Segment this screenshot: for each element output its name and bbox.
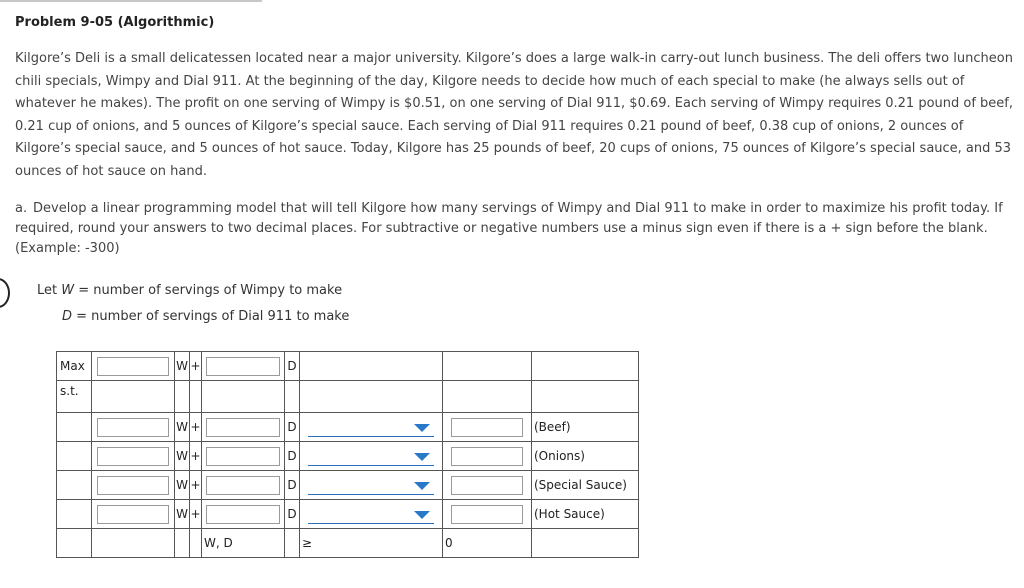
plus-label: +: [190, 413, 202, 442]
special-sauce-coef-d-input[interactable]: [206, 476, 280, 495]
onions-coef-d-input[interactable]: [206, 447, 280, 466]
part-a-instructions: [15, 199, 1015, 259]
var-w: W: [61, 283, 75, 298]
d-definition-text: = number of servings of Dial 911 to make: [76, 309, 350, 324]
special-sauce-constraint-label: (Special Sauce): [532, 471, 639, 500]
d-label: D: [285, 471, 300, 500]
constraint-row-special-sauce: [57, 471, 639, 500]
special-sauce-relation-select[interactable]: [308, 475, 434, 495]
st-row: [57, 381, 639, 413]
d-label: D: [285, 352, 300, 381]
onions-rhs-input[interactable]: [451, 447, 523, 466]
question-marker-icon: [0, 278, 10, 308]
nonneg-relation: ≥: [300, 529, 443, 558]
constraint-row-hot-sauce: [57, 500, 639, 529]
nonnegativity-row: [57, 529, 639, 558]
plus-label: +: [190, 352, 202, 381]
let-label: Let: [37, 283, 58, 298]
empty-cell: [300, 352, 443, 381]
objective-coef-w-input[interactable]: [97, 357, 169, 376]
w-label: W: [175, 500, 190, 529]
part-a-text: Develop a linear programming model that will tell Kilgore how many servings of Wimpy and Dial 911 to make in order to maximize his profit today. If required, round your answers to two decimal places. For subtractive or negative numbers use a minus sign even if there is a + sign before the blank. (Example: -300): [15, 201, 1003, 256]
nonneg-vars: W, D: [202, 529, 285, 558]
dropdown-caret-icon: [414, 424, 430, 432]
dropdown-caret-icon: [414, 453, 430, 461]
plus-label: +: [190, 442, 202, 471]
special-sauce-coef-w-input[interactable]: [97, 476, 169, 495]
beef-constraint-label: (Beef): [532, 413, 639, 442]
problem-title: Problem 9-05 (Algorithmic): [15, 15, 215, 30]
w-label: W: [175, 442, 190, 471]
lp-model-table: [56, 351, 639, 558]
definition-w: [37, 283, 342, 298]
w-label: W: [175, 471, 190, 500]
special-sauce-rhs-input[interactable]: [451, 476, 523, 495]
max-label: Max: [57, 352, 92, 381]
constraint-row-beef: [57, 413, 639, 442]
d-label: D: [285, 442, 300, 471]
dropdown-caret-icon: [414, 482, 430, 490]
objective-row: [57, 352, 639, 381]
st-label: s.t.: [57, 381, 92, 413]
constraint-row-onions: [57, 442, 639, 471]
objective-coef-d-input[interactable]: [206, 357, 280, 376]
nonneg-rhs: 0: [443, 529, 532, 558]
hot-sauce-constraint-label: (Hot Sauce): [532, 500, 639, 529]
hot-sauce-rhs-input[interactable]: [451, 505, 523, 524]
problem-description: Kilgore’s Deli is a small delicatessen located near a major university. Kilgore’s does a large walk-in carry-out lunch business. The deli offers two luncheon chili specials, Wimpy and Dial 911. At the beginning of the day, Kilgore needs to decide how much of each special to make (he always sells out of whatever he makes). The profit on one serving of Wimpy is $0.51, on one serving of Dial 911, $0.69. Each serving of Wimpy requires 0.21 pound of beef, 0.21 cup of onions, and 5 ounces of Kilgore’s special sauce. Each serving of Dial 911 requires 0.21 pound of beef, 0.38 cup of onions, 2 ounces of Kilgore’s special sauce, and 5 ounces of hot sauce. Today, Kilgore has 25 pounds of beef, 20 cups of onions, 75 ounces of Kilgore’s special sauce, and 53 ounces of hot sauce on hand.: [15, 51, 1014, 179]
d-label: D: [285, 500, 300, 529]
w-label: W: [175, 352, 190, 381]
w-label: W: [175, 413, 190, 442]
beef-rhs-input[interactable]: [451, 418, 523, 437]
onions-coef-w-input[interactable]: [97, 447, 169, 466]
definition-d: [62, 309, 349, 324]
beef-coef-d-input[interactable]: [206, 418, 280, 437]
hot-sauce-coef-w-input[interactable]: [97, 505, 169, 524]
var-d: D: [62, 309, 73, 324]
w-definition-text: = number of servings of Wimpy to make: [78, 283, 343, 298]
onions-constraint-label: (Onions): [532, 442, 639, 471]
empty-cell: [532, 352, 639, 381]
top-divider: [0, 0, 262, 2]
onions-relation-select[interactable]: [308, 446, 434, 466]
beef-relation-select[interactable]: [308, 417, 434, 437]
d-label: D: [285, 413, 300, 442]
part-a-label: a.: [15, 201, 28, 216]
dropdown-caret-icon: [414, 511, 430, 519]
plus-label: +: [190, 471, 202, 500]
empty-cell: [443, 352, 532, 381]
beef-coef-w-input[interactable]: [97, 418, 169, 437]
hot-sauce-coef-d-input[interactable]: [206, 505, 280, 524]
plus-label: +: [190, 500, 202, 529]
hot-sauce-relation-select[interactable]: [308, 504, 434, 524]
